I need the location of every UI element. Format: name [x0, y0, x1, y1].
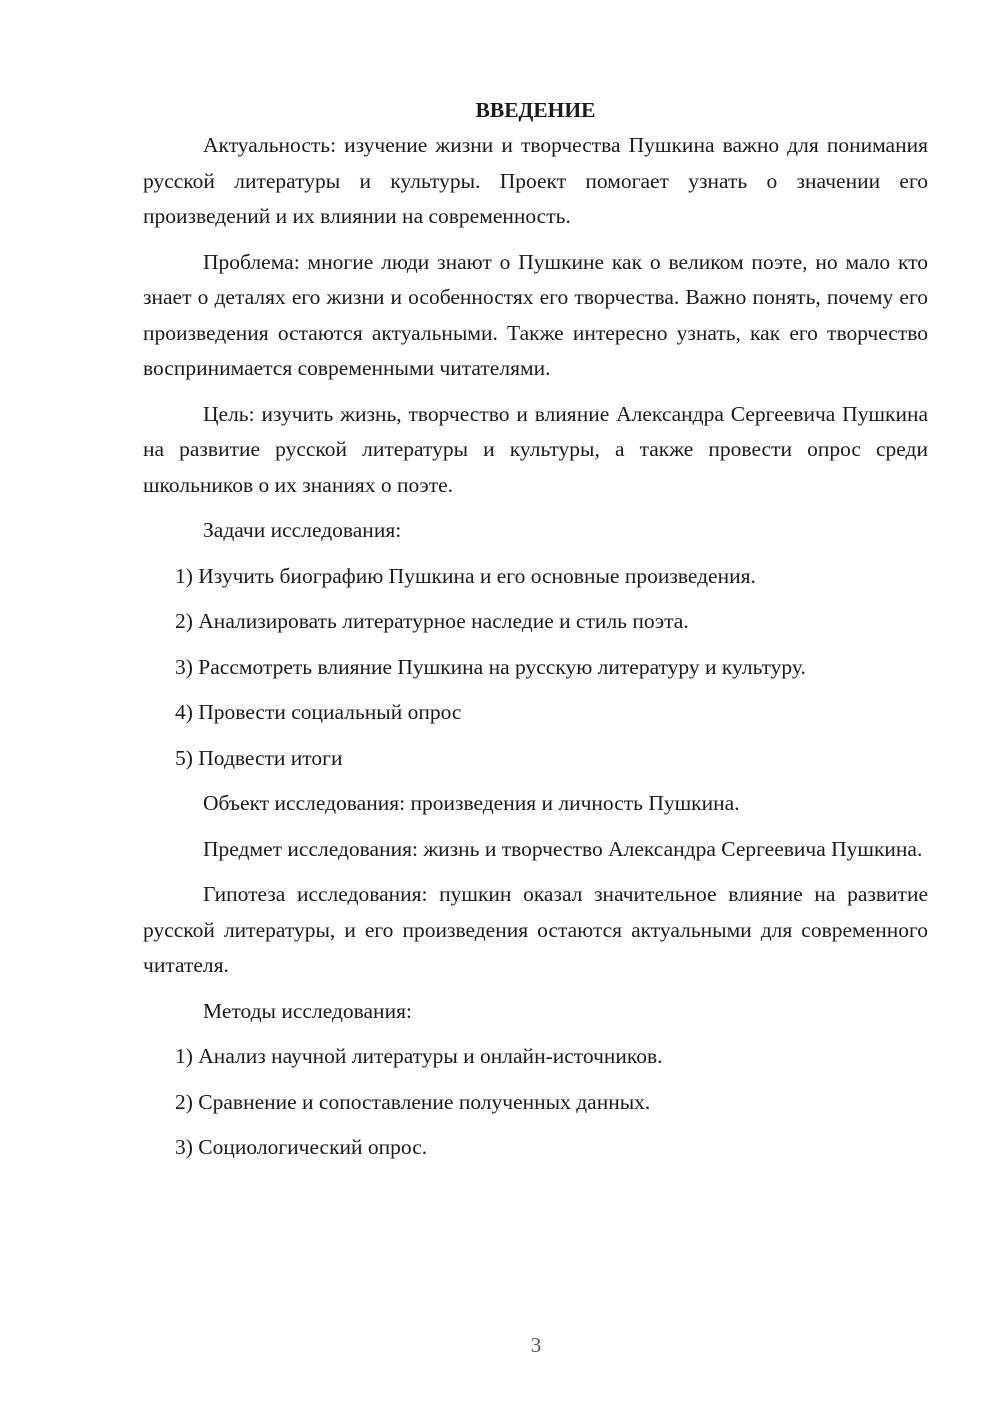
methods-heading: Методы исследования: — [203, 998, 412, 1023]
relevance-paragraph: Актуальность: изучение жизни и творчества Пушкина важно для понимания русской литературы и культуры. Проект помогает узнать о значении его произведений и их влиянии на современность. — [143, 133, 928, 228]
task-item: 5) Подвести итоги — [175, 745, 343, 770]
page-title: ВВЕДЕНИЕ — [475, 98, 596, 122]
task-item: 2) Анализировать литературное наследие и стиль поэта. — [175, 609, 689, 633]
object-paragraph: Объект исследования: произведения и личность Пушкина. — [203, 791, 740, 815]
hypothesis-paragraph: Гипотеза исследования: пушкин оказал значительное влияние на развитие русской литературы, и его произведения остаются актуальными для современного читателя. — [143, 882, 928, 977]
method-item: 1) Анализ научной литературы и онлайн-источников. — [175, 1044, 663, 1068]
tasks-heading: Задачи исследования: — [203, 518, 402, 542]
method-item: 3) Социологический опрос. — [175, 1135, 428, 1159]
task-item: 3) Рассмотреть влияние Пушкина на русскую литературу и культуру. — [175, 654, 806, 679]
problem-paragraph: Проблема: многие люди знают о Пушкине как о великом поэте, но мало кто знает о деталях его жизни и особенностях его творчества. Важно понять, почему его произведения остаются актуальными. Также интересно узнать, как его творчество воспринимается современными читателями. — [143, 249, 928, 380]
task-item: 1) Изучить биографию Пушкина и его основные произведения. — [175, 563, 756, 588]
subject-paragraph: Предмет исследования: жизнь и творчество Александра Сергеевича Пушкина. — [203, 836, 923, 861]
goal-paragraph: Цель: изучить жизнь, творчество и влияние Александра Сергеевича Пушкина на развитие русской литературы и культуры, а также провести опрос среди школьников о их знаниях о поэте. — [143, 401, 928, 497]
page-number: 3 — [530, 1333, 542, 1357]
task-item: 4) Провести социальный опрос — [175, 700, 462, 724]
method-item: 2) Сравнение и сопоставление полученных данных. — [175, 1089, 651, 1114]
document-page — [143, 92, 928, 1176]
